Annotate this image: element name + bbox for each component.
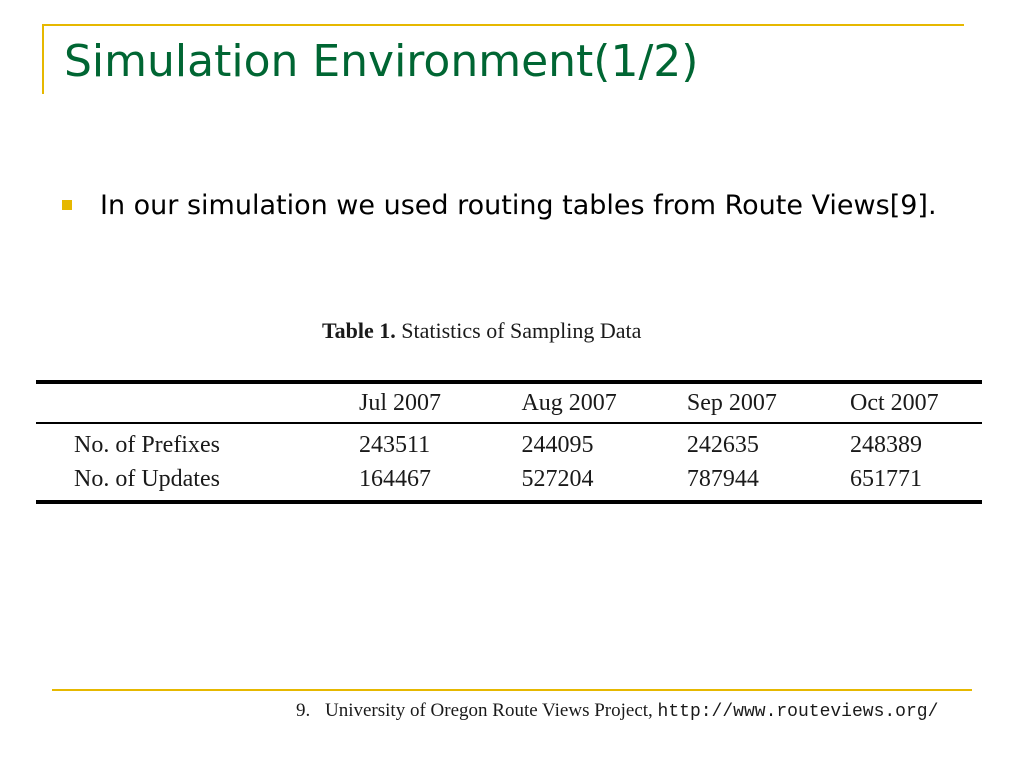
table-cell: 164467 (358, 465, 431, 492)
row-label: No. of Updates (74, 465, 220, 492)
header-cell-sep-2007: Sep 2007 (686, 389, 777, 416)
table-cell: 248389 (850, 431, 923, 458)
table-cell: 243511 (358, 431, 431, 458)
table-cell: 244095 (521, 431, 594, 458)
table-row-prefixes (36, 423, 982, 462)
footnote-rule (52, 689, 972, 691)
header-cell-jul-2007: Jul 2007 (358, 389, 441, 416)
footnote-url-link[interactable]: http://www.routeviews.org/ (657, 702, 939, 722)
table-cell: 651771 (850, 465, 923, 492)
header-cell-aug-2007: Aug 2007 (521, 389, 617, 416)
table-caption-label: Table 1. (322, 318, 396, 343)
table-cell: 787944 (686, 465, 759, 492)
footnote-number: 9. (296, 700, 311, 721)
bullet-square-icon (62, 200, 72, 210)
footnote (296, 700, 938, 722)
header-cell-oct-2007: Oct 2007 (850, 389, 939, 416)
table-row-updates (36, 462, 982, 502)
slide-title: Simulation Environment(1/2) (64, 36, 699, 87)
footnote-text: University of Oregon Route Views Project, (325, 700, 653, 721)
header-cell-empty (36, 382, 359, 423)
table-header-row (36, 382, 982, 423)
table-caption-text: Statistics of Sampling Data (401, 318, 642, 343)
row-label: No. of Prefixes (74, 431, 220, 458)
table-caption (322, 318, 641, 344)
title-top-rule (42, 24, 964, 26)
bullet-text: In our simulation we used routing tables from Route Views[9]. (100, 190, 937, 221)
table-cell: 242635 (686, 431, 759, 458)
title-left-rule (42, 24, 44, 94)
statistics-table (36, 380, 982, 504)
table-cell: 527204 (521, 465, 594, 492)
